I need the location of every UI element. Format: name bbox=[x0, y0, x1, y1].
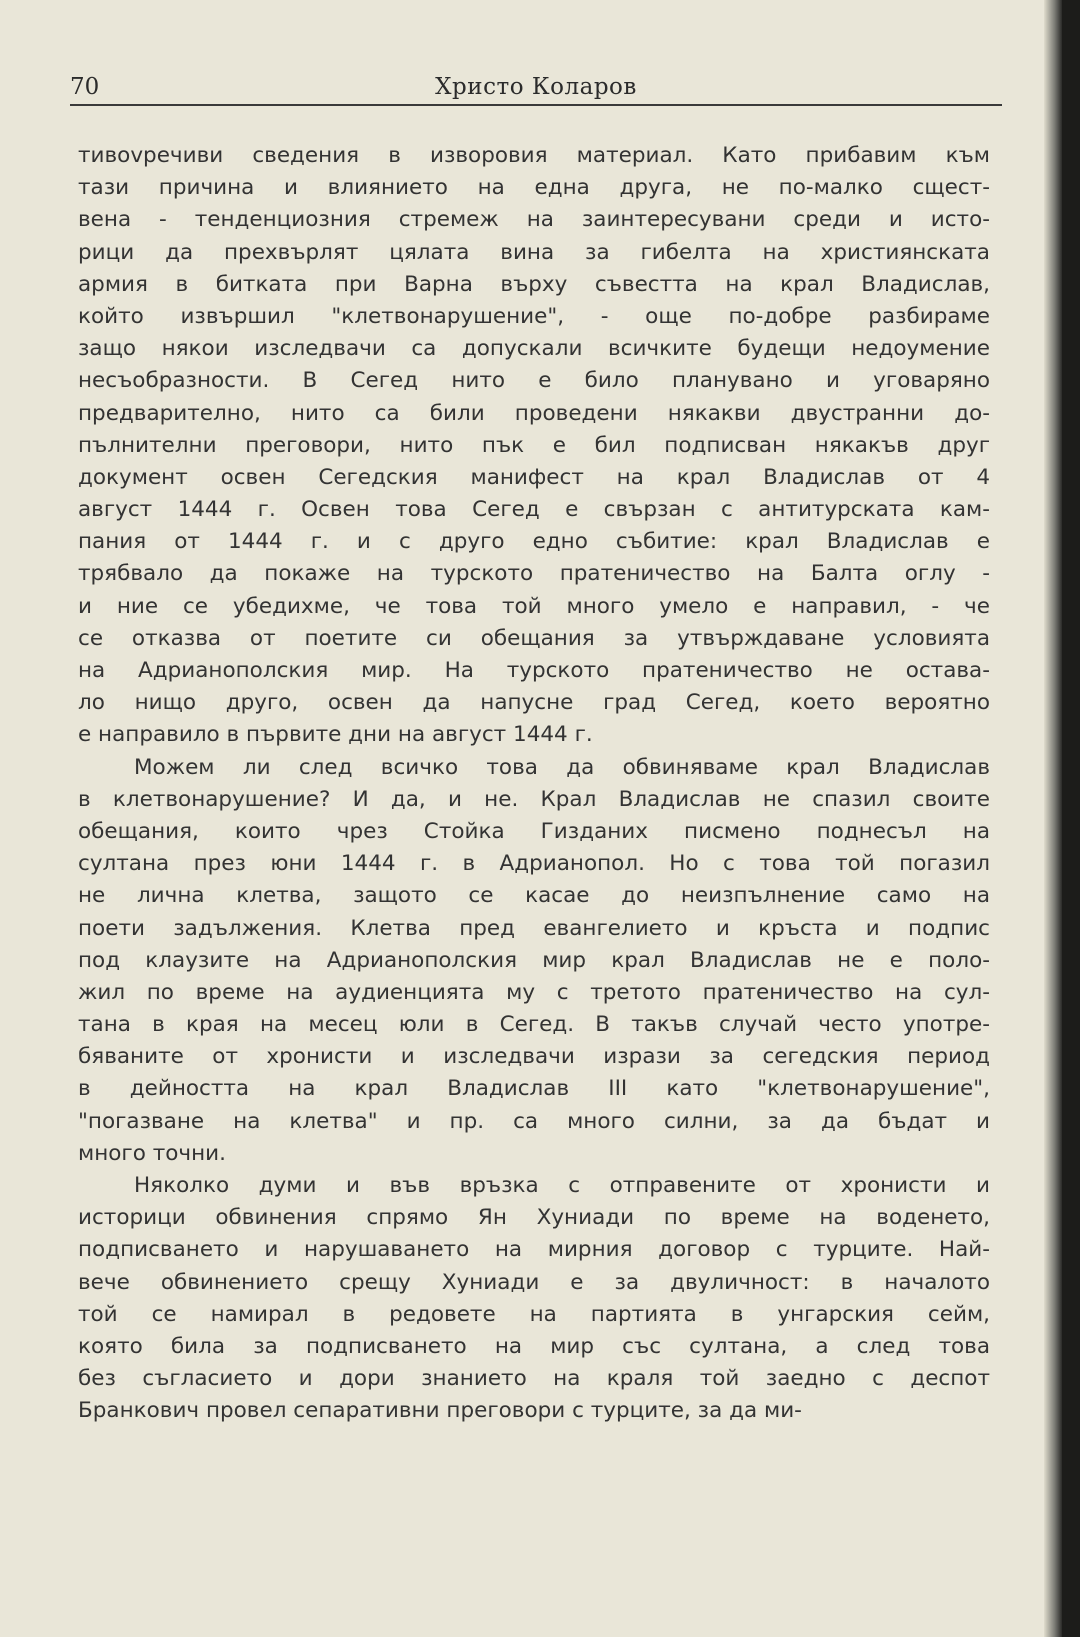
text-line: който извършил "клетвонарушение", - още по-добре разбираме bbox=[78, 303, 990, 329]
text-line: бяваните от хронисти и изследвачи изрази за сегедския период bbox=[78, 1044, 990, 1070]
text-line: вече обвинението срещу Хуниади е за двуличност: в началото bbox=[78, 1269, 990, 1295]
text-line: историци обвинения спрямо Ян Хуниади по време на воденето, bbox=[78, 1205, 990, 1231]
text-line: Можем ли след всичко това да обвиняваме крал Владислав bbox=[134, 754, 990, 780]
text-line: много точни. bbox=[78, 1140, 226, 1166]
page-header bbox=[70, 74, 1002, 106]
text-line: вена - тенденциозния стремеж на заинтересувани среди и исто- bbox=[78, 207, 990, 233]
text-line: трябвало да покаже на турското пратеничество на Балта оглу - bbox=[78, 561, 990, 587]
text-line: която била за подписването на мир със султана, а след това bbox=[78, 1333, 990, 1359]
text-line: Няколко думи и във връзка с отправените от хронисти и bbox=[134, 1173, 990, 1198]
text-line: под клаузите на Адрианополския мир крал Владислав не е поло- bbox=[78, 947, 990, 973]
running-head: Христо Коларов bbox=[435, 74, 637, 100]
text-line: в клетвонарушение? И да, и не. Крал Владислав не спазил своите bbox=[78, 786, 990, 812]
header-rule bbox=[70, 104, 1002, 106]
page-number: 70 bbox=[70, 74, 100, 100]
text-line: тана в края на месец юли в Сегед. В такъв случай често употре- bbox=[78, 1012, 990, 1038]
text-line: "погазване на клетва" и пр. са много силни, за да бъдат и bbox=[78, 1108, 990, 1134]
text-line: без съгласието и дори знанието на краля той заедно с деспот bbox=[78, 1366, 990, 1392]
text-line: той се намирал в редовете на партията в унгарския сейм, bbox=[78, 1301, 990, 1327]
text-line: армия в битката при Варна върху съвестта на крал Владислав, bbox=[78, 271, 990, 297]
text-line: султана през юни 1444 г. в Адрианопол. Но с това той погазил bbox=[78, 851, 990, 877]
text-line: рици да прехвърлят цялата вина за гибелта на християнската bbox=[78, 239, 990, 265]
paragraph bbox=[78, 752, 990, 1170]
text-line: ло нищо друго, освен да напусне град Сегед, което вероятно bbox=[78, 690, 990, 716]
text-line: тивоvречиви сведения в изворовия материал. Като прибавим към bbox=[78, 143, 990, 168]
page-edge bbox=[1044, 0, 1062, 1637]
text-line: е направило в първите дни на август 1444 г. bbox=[78, 722, 593, 748]
body-text bbox=[78, 140, 990, 1428]
text-line: предварително, нито са били проведени някакви двустранни до- bbox=[78, 400, 990, 426]
text-line: и ние се убедихме, че това той много умело е направил, - че bbox=[78, 593, 990, 619]
text-line: защо някои изследвачи са допускали всичките будещи недоумение bbox=[78, 336, 990, 362]
text-line: Бранкович провел сепаративни преговори с турците, за да ми- bbox=[78, 1398, 802, 1424]
text-line: подписването и нарушаването на мирния договор с турците. Най- bbox=[78, 1237, 990, 1263]
text-line: не лична клетва, защото се касае до неизпълнение само на bbox=[78, 883, 990, 909]
text-line: документ освен Сегедския манифест на крал Владислав от 4 bbox=[78, 464, 990, 490]
text-line: несъобразности. В Сегед нито е било планувано и уговаряно bbox=[78, 368, 990, 394]
text-line: на Адрианополския мир. На турското пратеничество не остава- bbox=[78, 658, 990, 683]
text-line: август 1444 г. Освен това Сегед е свързан с антитурската кам- bbox=[78, 497, 990, 523]
text-line: тази причина и влиянието на една друга, не по-малко сщест- bbox=[78, 175, 990, 201]
text-line: пълнителни преговори, нито пък е бил подписван някакъв друг bbox=[78, 432, 990, 458]
text-line: обещания, които чрез Стойка Гизданих писмено поднесъл на bbox=[78, 818, 990, 844]
text-line: поети задължения. Клетва пред евангелието и кръста и подпис bbox=[78, 915, 990, 941]
text-line: се отказва от поетите си обещания за утвърждаване условията bbox=[78, 625, 990, 651]
text-line: пания от 1444 г. и с друго едно събитие: крал Владислав е bbox=[78, 529, 990, 555]
paragraph bbox=[78, 1170, 990, 1428]
text-line: в дейността на крал Владислав III като "клетвонарушение", bbox=[78, 1076, 990, 1102]
paragraph bbox=[78, 140, 990, 752]
text-line: жил по време на аудиенцията му с третото пратеничество на сул- bbox=[78, 979, 990, 1005]
